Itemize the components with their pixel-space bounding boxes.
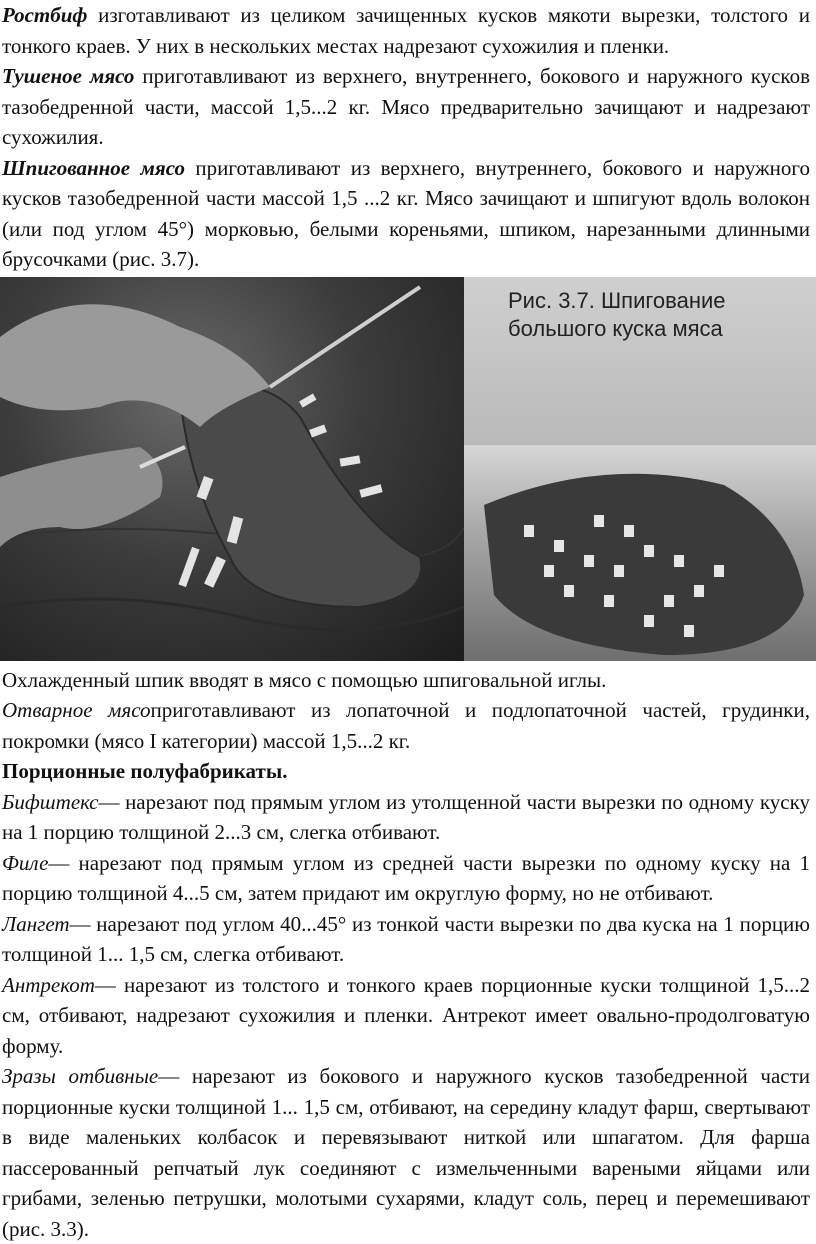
term-langet: Лангет bbox=[2, 911, 70, 936]
larded-meat-illustration bbox=[464, 445, 816, 661]
term-rostbif: Ростбиф bbox=[2, 3, 88, 27]
paragraph-otvarnoe bbox=[2, 695, 810, 756]
paragraph-shpik bbox=[2, 665, 810, 696]
item-text: — нарезают под прямым углом из средней части вырезки по одному куску на 1 порцию толщиной 4...5 см, затем придают им округлую форму, но не отбивают. bbox=[2, 850, 810, 905]
caption-line-1: Рис. 3.7. Шпигование bbox=[508, 287, 726, 313]
larded-meat-photo bbox=[464, 445, 816, 661]
term-file: Филе bbox=[2, 850, 49, 875]
paragraph-text: приготавливают из лопаточной и подлопаточной частей, грудинки, покромки (мясо I категории) массой 1,5...2 кг. bbox=[2, 698, 810, 753]
item-text: — нарезают из бокового и наружного кусков тазобедренной части порционные куски толщиной 1... 1,5 см, отбивают, на середину кладут фарш, свертывают в виде маленьких колбасок и перевязывают ниткой или шпагатом. Для фарша пассерованный репчатый лук соединяют с измельченными вареными яйцами или грибами, зеленью петрушки, молотыми сухарями, кладут соль, перец и перемешивают (рис. 3.3). bbox=[2, 1064, 810, 1241]
item-text: — нарезают под углом 40...45° из тонкой части вырезки по два куска на 1 порцию толщиной 1... 1,5 см, слегка отбивают. bbox=[2, 911, 810, 966]
paragraph-rostbif bbox=[2, 0, 810, 61]
paragraph-shpigovannoe bbox=[2, 153, 810, 275]
larding-hands-photo bbox=[0, 277, 464, 661]
item-text: — нарезают из толстого и тонкого краев порционные куски толщиной 1,5...2 см, отбивают, надрезают сухожилия и пленки. Антрекот имеет овально-продолговатую форму. bbox=[2, 972, 810, 1058]
term-tushenoe: Тушеное мясо bbox=[2, 64, 135, 88]
paragraph-tushenoe bbox=[2, 61, 810, 153]
caption-line-2: большого куска мяса bbox=[508, 315, 723, 341]
paragraph-text: приготавливают из верхнего, внутреннего, бокового и наружного кусков тазобедренной части, массой 1,5...2 кг. Мясо предварительно зачищают и надрезают сухожилия. bbox=[2, 64, 810, 149]
term-antrekot: Антрекот bbox=[2, 972, 95, 997]
paragraph-text: Охлажденный шпик вводят в мясо с помощью шпиговальной иглы. bbox=[2, 667, 607, 692]
paragraph-text: изготавливают из целиком зачищенных кусков мякоти вырезки, толстого и тонкого краев. У них в нескольких местах надрезают сухожилия и пленки. bbox=[2, 3, 810, 58]
item-bifshteks bbox=[2, 787, 810, 848]
term-shpigovannoe: Шпигованное мясо bbox=[2, 155, 186, 180]
paragraph-text: приготавливают из верхнего, внутреннего, бокового и наружного кусков тазобедренной части массой 1,5 ...2 кг. Мясо зачищают и шпигуют вдоль волокон (или под углом 45°) морковью, белыми кореньями, шпиком, нарезанными длинными брусочками (рис. 3.7). bbox=[2, 155, 810, 271]
section-heading: Порционные полуфабрикаты. bbox=[2, 759, 288, 783]
figure-3-7 bbox=[0, 277, 816, 661]
term-otvarnoe: Отварное мясо bbox=[2, 698, 151, 722]
item-antrekot bbox=[2, 970, 810, 1062]
item-zrazy bbox=[2, 1061, 810, 1244]
larding-hands-illustration bbox=[0, 277, 464, 661]
item-file bbox=[2, 848, 810, 909]
term-zrazy: Зразы отбивные bbox=[2, 1064, 159, 1088]
term-bifshteks: Бифштекс bbox=[2, 789, 99, 814]
item-langet bbox=[2, 909, 810, 970]
item-text: — нарезают под прямым углом из утолщенной части вырезки по одному куску на 1 порцию толщиной 2...3 см, слегка отбивают. bbox=[2, 789, 810, 844]
figure-caption bbox=[508, 287, 808, 343]
